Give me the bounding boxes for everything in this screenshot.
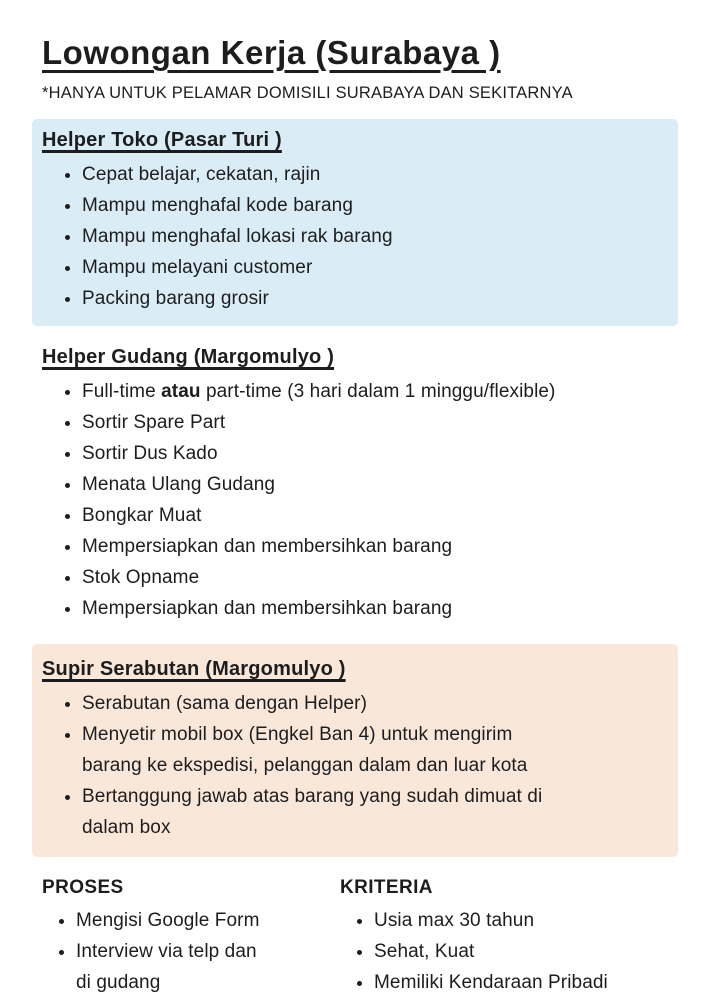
bullet-list-supir-serabutan xyxy=(42,688,668,843)
list-item: • Sortir Spare Part xyxy=(82,407,668,438)
list-item: • Cepat belajar, cekatan, rajin xyxy=(82,159,668,190)
section-helper-gudang xyxy=(32,346,678,624)
kriteria-column xyxy=(340,877,668,998)
page-title: Lowongan Kerja (Surabaya ) xyxy=(42,34,501,71)
bullet-list-helper-toko xyxy=(42,159,668,314)
list-item: • Mempersiapkan dan membersihkan barang xyxy=(82,593,668,624)
section-title-helper-gudang: Helper Gudang (Margomulyo ) xyxy=(42,346,335,368)
section-supir-serabutan xyxy=(32,644,678,857)
list-item: • Mampu menghafal kode barang xyxy=(82,190,668,221)
list-item: • Usia max 30 tahun xyxy=(374,905,668,936)
list-item: • Sehat, Kuat xyxy=(374,936,668,967)
list-item xyxy=(76,936,340,998)
list-item: • Mengisi Google Form xyxy=(76,905,340,936)
item-text-bold: atau xyxy=(161,381,201,402)
list-item xyxy=(82,719,668,781)
section-title-supir-serabutan: Supir Serabutan (Margomulyo ) xyxy=(42,658,346,680)
list-item: • Packing barang grosir xyxy=(82,283,668,314)
page-subtitle: *HANYA UNTUK PELAMAR DOMISILI SURABAYA DAN SEKITARNYA xyxy=(42,84,573,102)
proses-column xyxy=(42,877,340,998)
bullet-list-helper-gudang xyxy=(42,376,668,624)
item-line: dalam box xyxy=(82,817,171,838)
list-item: • Bongkar Muat xyxy=(82,500,668,531)
proses-title: PROSES xyxy=(42,877,124,898)
list-item: • Serabutan (sama dengan Helper) xyxy=(82,688,668,719)
list-item: • Stok Opname xyxy=(82,562,668,593)
list-item: • Mempersiapkan dan membersihkan barang xyxy=(82,531,668,562)
list-item: • Mampu menghafal lokasi rak barang xyxy=(82,221,668,252)
bullet-list-kriteria xyxy=(340,905,668,998)
item-line: di gudang xyxy=(76,972,161,993)
section-helper-toko xyxy=(32,119,678,326)
list-item xyxy=(82,781,668,843)
item-text-post: part-time (3 hari dalam 1 minggu/flexible) xyxy=(200,381,556,402)
item-line: barang ke ekspedisi, pelanggan dalam dan luar kota xyxy=(82,755,528,776)
footer-columns xyxy=(32,877,678,998)
item-line: • Interview via telp dan xyxy=(76,941,257,962)
list-item: • Menata Ulang Gudang xyxy=(82,469,668,500)
item-text-pre: Full-time xyxy=(82,381,162,402)
kriteria-title: KRITERIA xyxy=(340,877,433,898)
list-item: • Sortir Dus Kado xyxy=(82,438,668,469)
list-item xyxy=(82,376,668,407)
list-item: • Memiliki Kendaraan Pribadi xyxy=(374,967,668,998)
section-title-helper-toko: Helper Toko (Pasar Turi ) xyxy=(42,129,282,151)
item-line: • Bertanggung jawab atas barang yang sudah dimuat di xyxy=(82,786,543,807)
list-item: • Mampu melayani customer xyxy=(82,252,668,283)
bullet-list-proses xyxy=(42,905,340,998)
item-line: • Menyetir mobil box (Engkel Ban 4) untuk mengirim xyxy=(82,724,513,745)
